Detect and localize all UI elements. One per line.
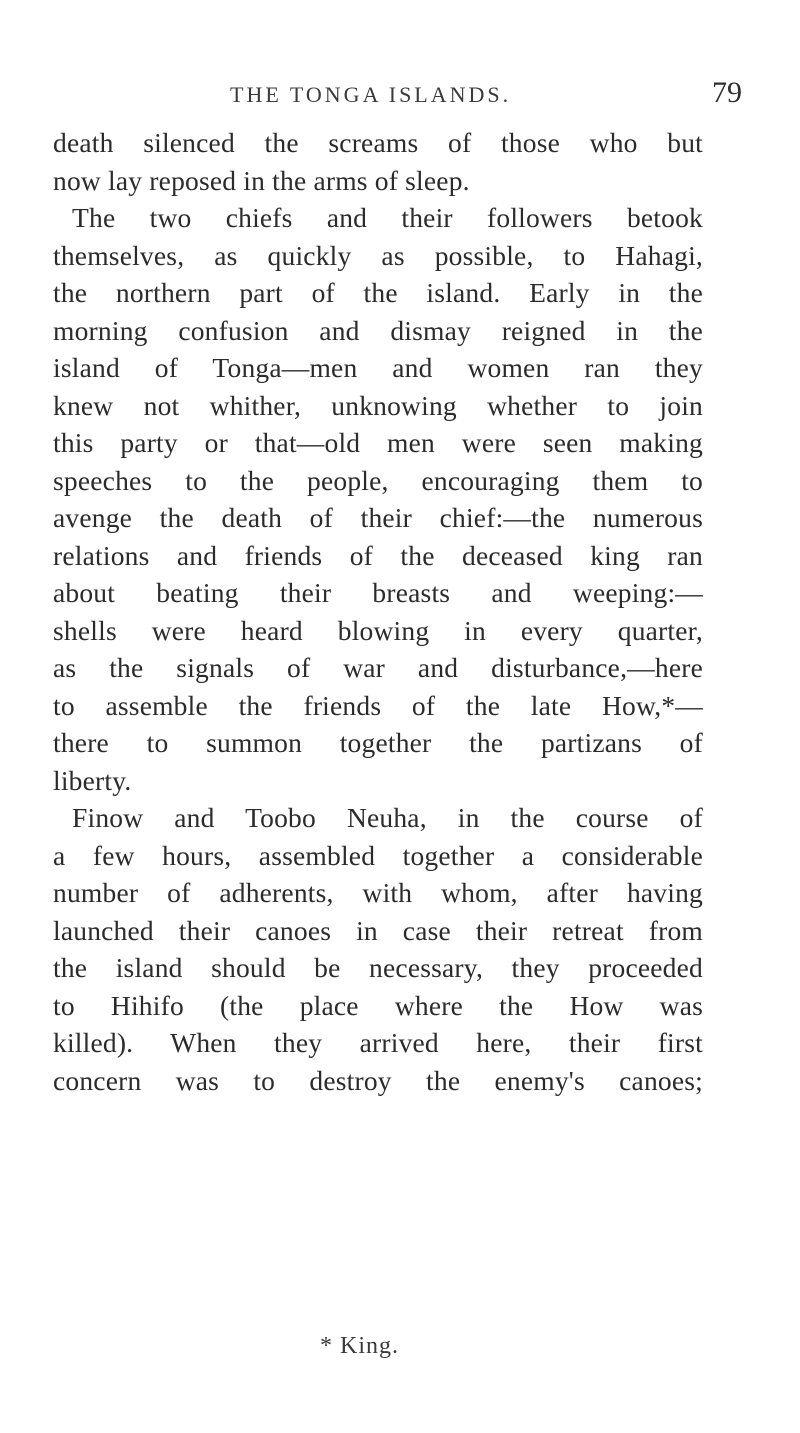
text-line: relations and friends of the deceased king ran (53, 539, 703, 571)
text-line: island of Tonga—men and women ran they (53, 352, 703, 383)
text-line: knew not whither, unknowing whether to join (53, 389, 703, 421)
text-line: as the signals of war and disturbance,—here (53, 652, 703, 683)
text-line: now lay reposed in the arms of sleep. (53, 164, 470, 196)
text-line: themselves, as quickly as possible, to Hahagi, (53, 239, 703, 271)
text-line: launched their canoes in case their retreat from (53, 914, 703, 946)
text-line: a few hours, assembled together a considerable (53, 839, 703, 871)
footnote: * King. (320, 1333, 399, 1359)
text-line: avenge the death of their chief:—the numerous (53, 502, 703, 533)
text-line: speeches to the people, encouraging them to (53, 464, 703, 496)
text-line: concern was to destroy the enemy's canoes; (53, 1064, 703, 1096)
text-line: to Hihifo (the place where the How was (53, 989, 703, 1021)
text-line: morning confusion and dismay reigned in the (53, 314, 703, 346)
text-line: the northern part of the island. Early in the (53, 277, 703, 308)
text-line: The two chiefs and their followers betook (72, 202, 703, 233)
running-head: THE TONGA ISLANDS. (230, 82, 512, 107)
body-text (53, 124, 703, 1099)
text-line: the island should be necessary, they proceeded (53, 952, 703, 983)
page-number: 79 (712, 76, 742, 109)
text-line: shells were heard blowing in every quarter, (53, 614, 703, 646)
text-line: death silenced the screams of those who but (53, 127, 703, 158)
text-line: Finow and Toobo Neuha, in the course of (72, 802, 703, 833)
text-line: this party or that—old men were seen making (53, 427, 703, 458)
text-line: there to summon together the partizans of (53, 727, 703, 758)
text-line: to assemble the friends of the late How,*— (53, 689, 703, 721)
text-line: about beating their breasts and weeping:— (53, 577, 703, 608)
text-line: liberty. (53, 764, 132, 796)
text-line: number of adherents, with whom, after having (53, 877, 703, 908)
text-line: killed). When they arrived here, their first (53, 1027, 703, 1058)
